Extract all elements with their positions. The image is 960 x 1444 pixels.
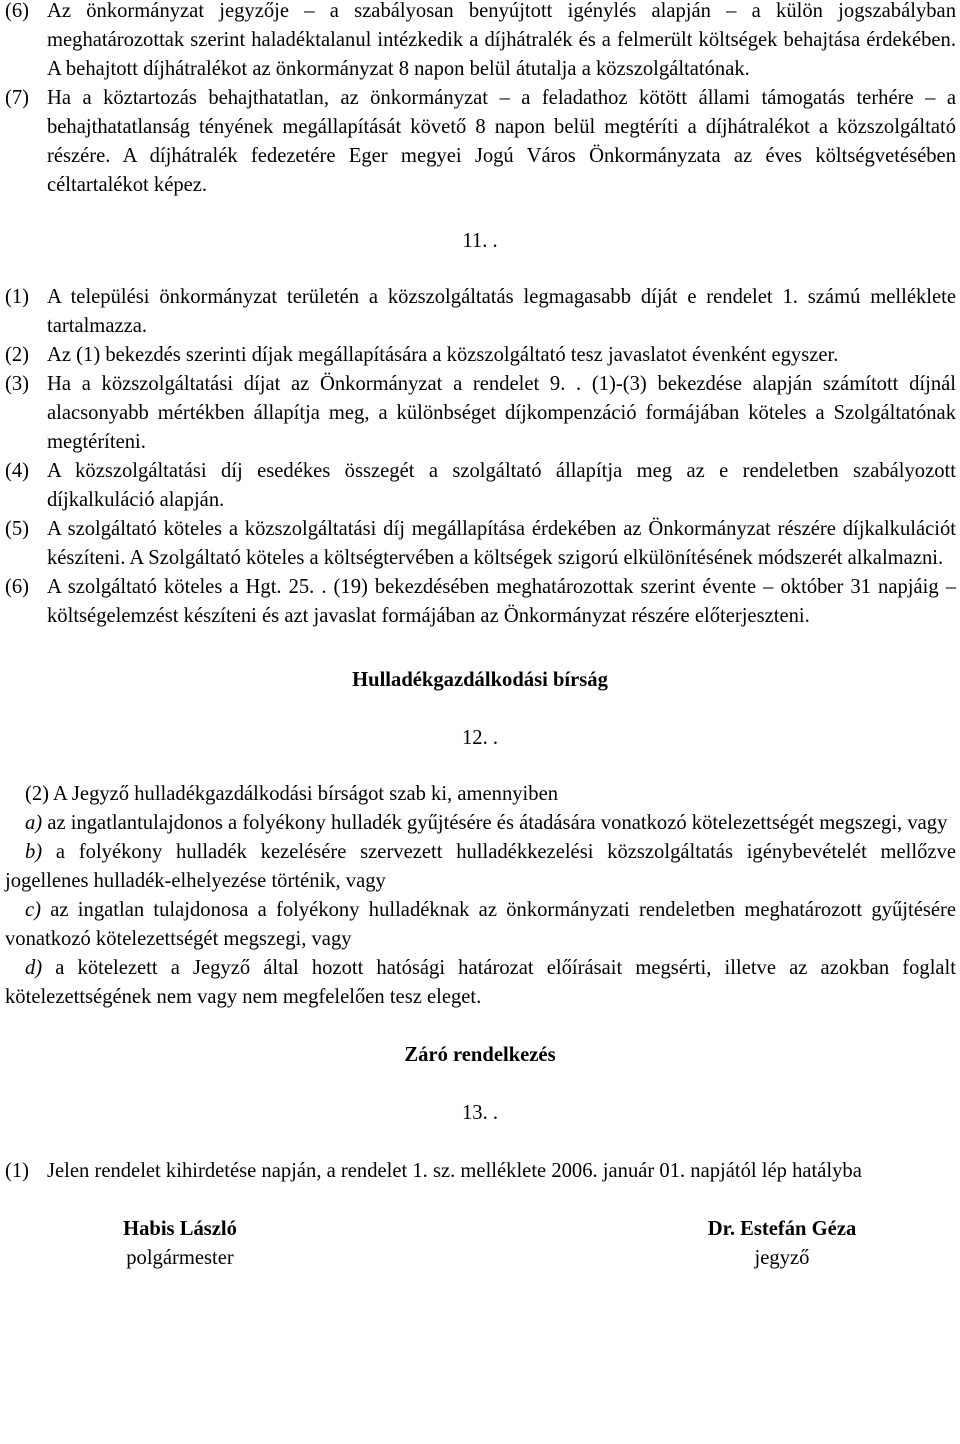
paragraph-number: (2) <box>5 344 30 366</box>
paragraph-item <box>5 341 956 370</box>
signature-mayor <box>50 1215 310 1273</box>
paragraph-item <box>5 573 956 631</box>
paragraph-number: (6) <box>5 0 30 22</box>
point-item <box>5 954 956 1012</box>
paragraph-item <box>5 370 956 457</box>
point-item <box>5 809 956 838</box>
paragraph-text: Jelen rendelet kihirdetése napján, a rendelet 1. sz. melléklete 2006. január 01. napjától lép hatályba <box>47 1160 862 1182</box>
section-a <box>0 0 960 200</box>
paragraph-number: (1) <box>5 1160 30 1182</box>
section-13-heading: 13. . <box>461 1102 499 1124</box>
point-label: a) <box>25 812 43 834</box>
paragraph-text: Az önkormányzat jegyzője – a szabályosan benyújtott igénylés alapján – a külön jogszabályban meghatározottak szerint haladéktalanul intézkedik a díjhátralék és a felmerült költségek behajtása érdekében. A behajtott díjhátralékot az önkormányzat 8 napon belül átutalja a közszolgáltatónak. <box>47 0 956 80</box>
point-item <box>5 838 956 896</box>
signature-notary <box>652 1215 912 1273</box>
point-text: az ingatlantulajdonos a folyékony hulladék gyűjtésére és átadására vonatkozó kötelezettségét megszegi, vagy <box>47 812 948 834</box>
paragraph-item <box>5 84 956 200</box>
section-11 <box>0 283 960 631</box>
point-label: b) <box>25 841 43 863</box>
signature-block <box>0 1215 960 1273</box>
paragraph-number: (7) <box>5 87 30 109</box>
section-11-heading: 11. . <box>462 230 498 252</box>
signature-name: Habis László <box>123 1218 237 1240</box>
signature-role: polgármester <box>126 1247 234 1269</box>
paragraph-number: (3) <box>5 373 30 395</box>
point-text: a folyékony hulladék kezelésére szervezett hulladékkezelési közszolgáltatás igénybevételét mellőzve jogellenes hulladék-elhelyezése történik, vagy <box>5 841 957 892</box>
section-12-intro: (2) A Jegyző hulladékgazdálkodási bírságot szab ki, amennyiben <box>25 783 559 805</box>
section-13 <box>0 1157 960 1186</box>
paragraph-text: A szolgáltató köteles a Hgt. 25. . (19) bekezdésében meghatározottak szerint évente – október 31 napjáig – költségelemzést készíteni és azt javaslat formájában az Önkormányzat részére előterjeszteni. <box>47 576 956 627</box>
paragraph-text: Az (1) bekezdés szerinti díjak megállapítására a közszolgáltató tesz javaslatot évenként egyszer. <box>47 344 839 366</box>
paragraph-text: Ha a köztartozás behajthatatlan, az önkormányzat – a feladathoz kötött állami támogatás terhére – a behajthatatlanság tényének megállapítását követő 8 napon belül megtéríti a díjhátralékot a közszolgáltató részére. A díjhátralék fedezetére Eger megyei Jogú Város Önkormányzata az éves költségvetésében céltartalékot képez. <box>47 87 956 196</box>
paragraph-item <box>5 457 956 515</box>
paragraph-number: (6) <box>5 576 30 598</box>
paragraph-number: (5) <box>5 518 30 540</box>
paragraph-item <box>5 0 956 84</box>
point-item <box>5 896 956 954</box>
point-label: c) <box>25 899 41 921</box>
signature-name: Dr. Estefán Géza <box>707 1218 857 1240</box>
point-text: az ingatlan tulajdonosa a folyékony hulladéknak az önkormányzati rendeletben meghatározott gyűjtésére vonatkozó kötelezettségét megszegi, vagy <box>5 899 956 950</box>
paragraph-text: Ha a közszolgáltatási díjat az Önkormányzat a rendelet 9. . (1)-(3) bekezdése alapján számított díjnál alacsonyabb mértékben állapítja meg, a különbséget díjkompenzáció formájában köteles a Szolgáltatónak megtéríteni. <box>47 373 956 453</box>
point-text: a kötelezett a Jegyző által hozott hatósági határozat előírásait megsérti, illetve az azokban foglalt kötelezettségének nem vagy nem megfelelően tesz eleget. <box>5 957 956 1008</box>
paragraph-text: A közszolgáltatási díj esedékes összegét a szolgáltató állapítja meg az e rendeletben szabályozott díjkalkuláció alapján. <box>47 460 956 511</box>
section-12-title: Hulladékgazdálkodási bírság <box>352 669 608 691</box>
paragraph-item <box>5 1157 956 1186</box>
signature-role: jegyző <box>754 1247 810 1269</box>
paragraph-text: A települési önkormányzat területén a közszolgáltatás legmagasabb díját e rendelet 1. számú melléklete tartalmazza. <box>47 286 956 337</box>
section-12 <box>0 780 960 1012</box>
section-12-heading: 12. . <box>461 727 499 749</box>
point-label: d) <box>25 957 43 979</box>
paragraph-number: (4) <box>5 460 30 482</box>
paragraph-item <box>5 283 956 341</box>
paragraph-text: A szolgáltató köteles a közszolgáltatási díj megállapítása érdekében az Önkormányzat részére díjkalkulációt készíteni. A Szolgáltató köteles a költségtervében a költségek szigorú elkülönítésének módszerét alkalmazni. <box>47 518 956 569</box>
section-13-title: Záró rendelkezés <box>404 1044 556 1066</box>
paragraph-item <box>5 515 956 573</box>
paragraph-number: (1) <box>5 286 30 308</box>
